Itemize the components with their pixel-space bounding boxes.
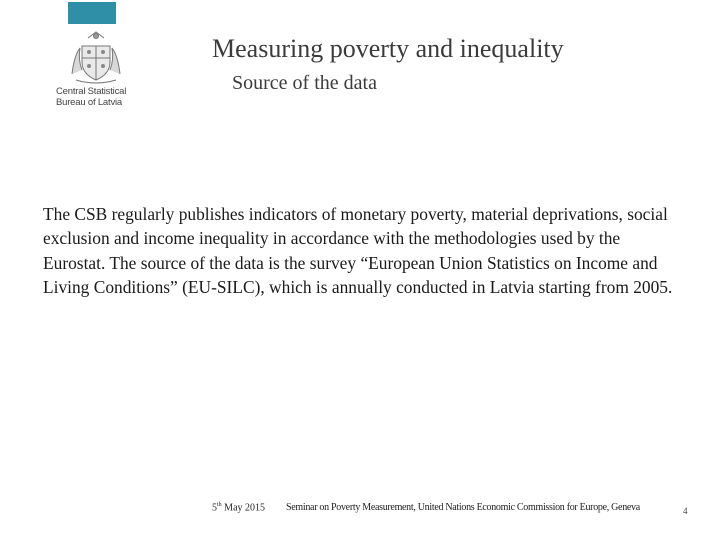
logo-line-1: Central Statistical xyxy=(56,86,127,97)
footer-date xyxy=(212,502,265,513)
footer-date-rest: May 2015 xyxy=(221,502,266,514)
footer-date-suffix: th xyxy=(217,502,222,508)
body-paragraph: The CSB regularly publishes indicators of monetary poverty, material deprivations, social exclusion and income inequality in accordance with the methodologies used by the Eurostat. The source of the data is the survey “European Union Statistics on Income and Living Conditions” (EU-SILC), which is annually conducted in Latvia starting from 2005. xyxy=(43,204,673,298)
csb-logo xyxy=(56,30,136,112)
slide-subtitle: Source of the data xyxy=(232,72,377,94)
coat-of-arms-icon xyxy=(68,30,124,84)
logo-line-2: Bureau of Latvia xyxy=(56,97,122,108)
accent-square xyxy=(68,2,116,24)
footer-date-day: 5 xyxy=(212,502,217,514)
slide-title: Measuring poverty and inequality xyxy=(212,34,564,63)
logo-text xyxy=(56,86,136,108)
footer-seminar: Seminar on Poverty Measurement, United Nations Economic Commission for Europe, Geneva xyxy=(286,502,640,513)
page-number: 4 xyxy=(683,506,688,516)
